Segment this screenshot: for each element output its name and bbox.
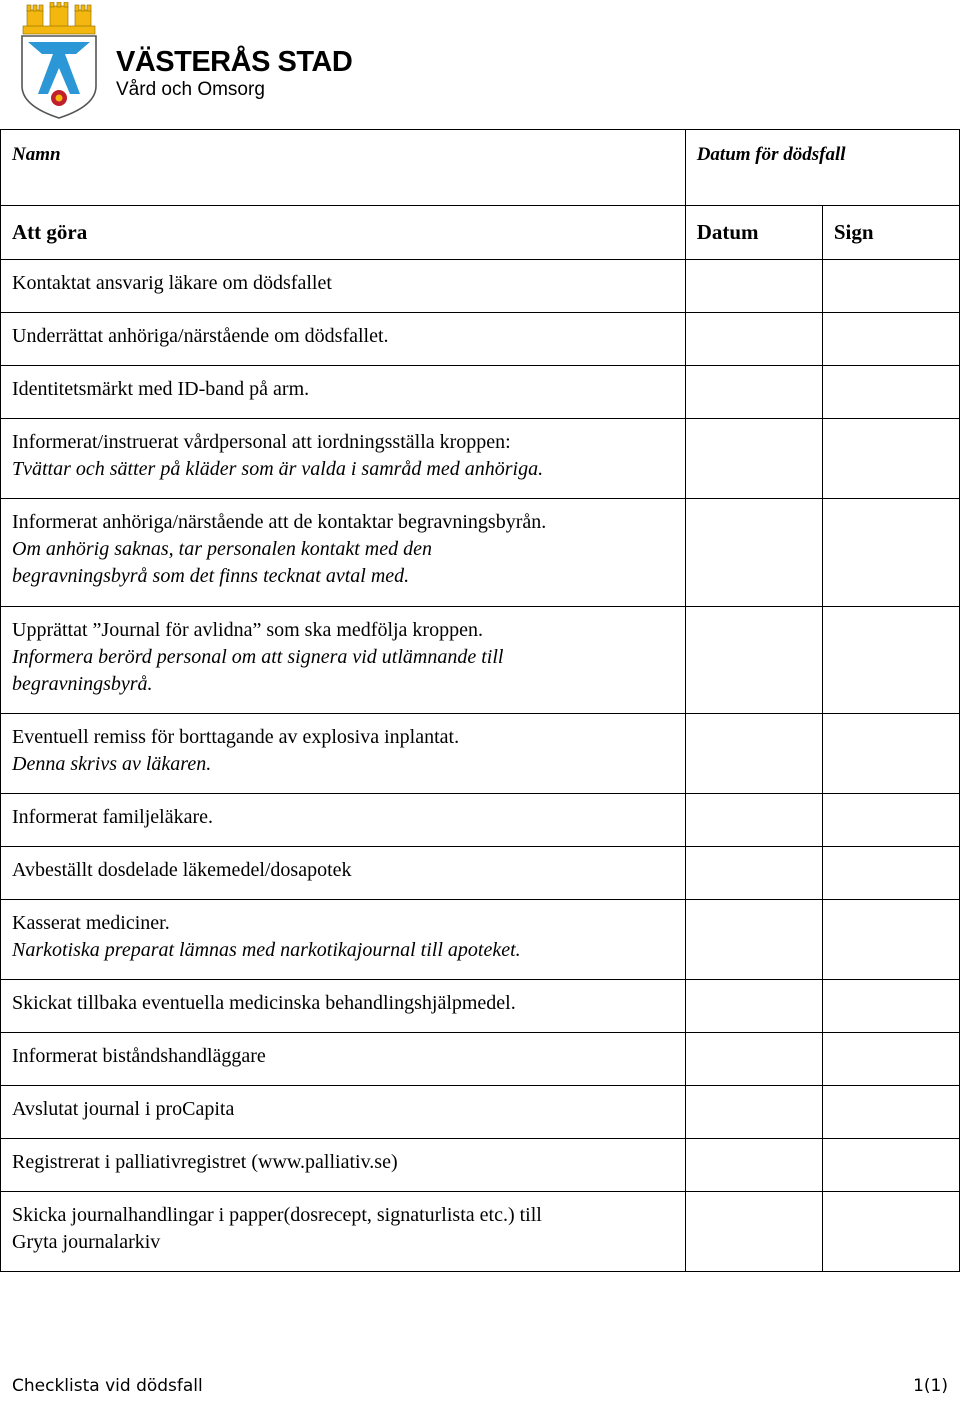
task-row (1, 847, 960, 900)
task-row (1, 260, 960, 313)
task-date-cell[interactable] (685, 900, 822, 980)
organization-department: Vård och Omsorg (116, 79, 265, 100)
todo-header: Att göra (1, 206, 686, 260)
task-note: begravningsbyrå. (12, 673, 153, 695)
task-text: Eventuell remiss för borttagande av explosiva inplantat. (12, 726, 460, 748)
task-description (1, 1139, 686, 1192)
task-date-cell[interactable] (685, 260, 822, 313)
name-label: Namn (12, 144, 61, 165)
task-description (1, 499, 686, 607)
task-date-cell[interactable] (685, 1086, 822, 1139)
task-description (1, 794, 686, 847)
task-sign-cell[interactable] (822, 714, 959, 794)
task-row (1, 419, 960, 499)
task-text: Informerat familjeläkare. (12, 806, 213, 828)
task-description (1, 366, 686, 419)
date-header: Datum (685, 206, 822, 260)
column-header-row (1, 206, 960, 260)
task-row (1, 714, 960, 794)
task-note: Tvättar och sätter på kläder som är valda i samråd med anhöriga. (12, 458, 544, 480)
checklist-table (0, 129, 960, 1272)
task-text: Upprättat ”Journal för avlidna” som ska medfölja kroppen. (12, 619, 483, 641)
organization-name: VÄSTERÅS STAD (116, 46, 353, 78)
task-description (1, 607, 686, 714)
task-date-cell[interactable] (685, 1033, 822, 1086)
vasteras-coat-of-arms-icon (18, 2, 100, 120)
task-row (1, 1033, 960, 1086)
task-text: Informerat anhöriga/närstående att de kontaktar begravningsbyrån. (12, 511, 547, 533)
sign-header: Sign (822, 206, 959, 260)
task-text: Identitetsmärkt med ID-band på arm. (12, 378, 310, 400)
task-date-cell[interactable] (685, 313, 822, 366)
task-description (1, 980, 686, 1033)
task-description (1, 260, 686, 313)
task-text: Skickat tillbaka eventuella medicinska behandlingshjälpmedel. (12, 992, 516, 1014)
page-footer (12, 1376, 948, 1396)
task-date-cell[interactable] (685, 607, 822, 714)
task-text: Avbeställt dosdelade läkemedel/dosapotek (12, 859, 352, 881)
task-sign-cell[interactable] (822, 607, 959, 714)
task-date-cell[interactable] (685, 1192, 822, 1272)
task-row (1, 313, 960, 366)
task-description (1, 714, 686, 794)
task-text: Informerat/instruerat vårdpersonal att iordningsställa kroppen: (12, 431, 511, 453)
task-sign-cell[interactable] (822, 260, 959, 313)
task-date-cell[interactable] (685, 794, 822, 847)
task-description (1, 847, 686, 900)
task-date-cell[interactable] (685, 419, 822, 499)
task-date-cell[interactable] (685, 847, 822, 900)
task-note: Narkotiska preparat lämnas med narkotikajournal till apoteket. (12, 939, 521, 961)
task-date-cell[interactable] (685, 980, 822, 1033)
task-sign-cell[interactable] (822, 980, 959, 1033)
death-date-field[interactable] (685, 130, 959, 206)
task-row (1, 607, 960, 714)
task-description (1, 313, 686, 366)
task-note: Om anhörig saknas, tar personalen kontakt med den (12, 538, 432, 560)
task-date-cell[interactable] (685, 366, 822, 419)
task-row (1, 1192, 960, 1272)
task-text: Informerat biståndshandläggare (12, 1045, 266, 1067)
task-sign-cell[interactable] (822, 794, 959, 847)
task-sign-cell[interactable] (822, 1033, 959, 1086)
task-sign-cell[interactable] (822, 419, 959, 499)
task-text: Underrättat anhöriga/närstående om dödsfallet. (12, 325, 389, 347)
task-row (1, 900, 960, 980)
task-text: Kontaktat ansvarig läkare om dödsfallet (12, 272, 332, 294)
task-note: Informera berörd personal om att signera vid utlämnande till (12, 646, 504, 668)
task-text: Kasserat mediciner. (12, 912, 170, 934)
task-row (1, 499, 960, 607)
task-text: Avslutat journal i proCapita (12, 1098, 235, 1120)
task-sign-cell[interactable] (822, 847, 959, 900)
task-description (1, 419, 686, 499)
task-description (1, 1192, 686, 1272)
task-description (1, 1033, 686, 1086)
task-description (1, 900, 686, 980)
task-sign-cell[interactable] (822, 1139, 959, 1192)
page-number: 1(1) (913, 1376, 948, 1396)
document-title: Checklista vid dödsfall (12, 1376, 203, 1396)
task-row (1, 366, 960, 419)
task-row (1, 1139, 960, 1192)
death-date-label: Datum för dödsfall (696, 144, 846, 165)
task-text: Skicka journalhandlingar i papper(dosrecept, signaturlista etc.) till (12, 1204, 542, 1226)
task-sign-cell[interactable] (822, 1192, 959, 1272)
task-sign-cell[interactable] (822, 900, 959, 980)
task-text: Gryta journalarkiv (12, 1231, 161, 1253)
task-sign-cell[interactable] (822, 1086, 959, 1139)
organization-block (116, 46, 352, 101)
task-sign-cell[interactable] (822, 313, 959, 366)
task-note: Denna skrivs av läkaren. (12, 753, 212, 775)
task-note: begravningsbyrå som det finns tecknat avtal med. (12, 565, 410, 587)
task-date-cell[interactable] (685, 499, 822, 607)
task-description (1, 1086, 686, 1139)
task-sign-cell[interactable] (822, 499, 959, 607)
identity-row (1, 130, 960, 206)
task-sign-cell[interactable] (822, 366, 959, 419)
task-row (1, 980, 960, 1033)
name-field[interactable] (1, 130, 686, 206)
task-row (1, 794, 960, 847)
task-date-cell[interactable] (685, 714, 822, 794)
task-date-cell[interactable] (685, 1139, 822, 1192)
task-text: Registrerat i palliativregistret (www.palliativ.se) (12, 1151, 398, 1173)
task-row (1, 1086, 960, 1139)
